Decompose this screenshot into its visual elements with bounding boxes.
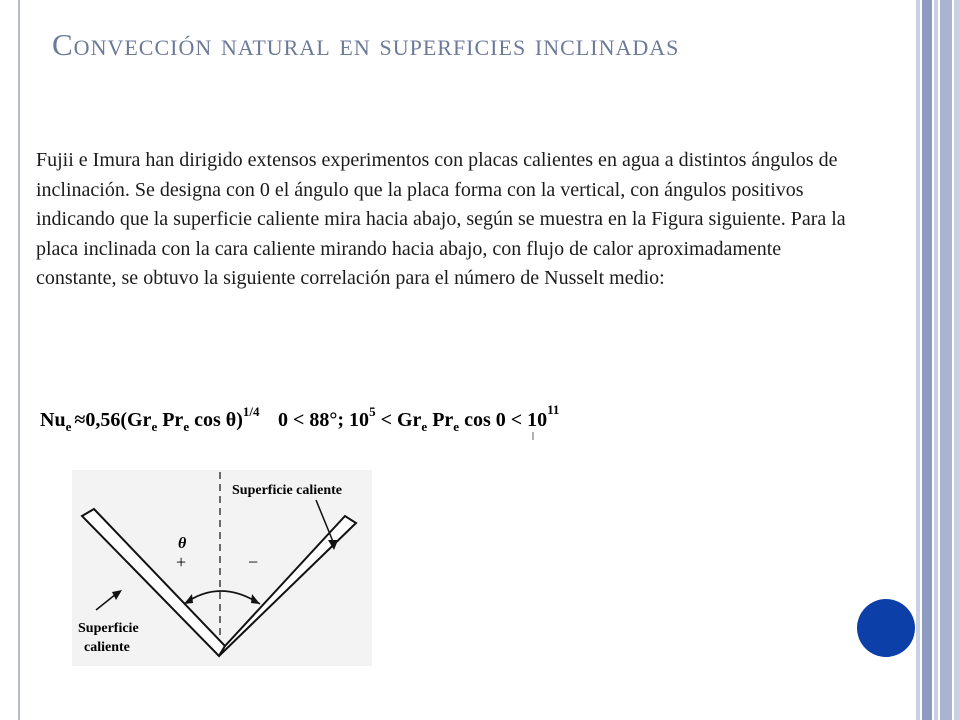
svg-text:0 < 88°; 105 < Gre Pre cos 0 < <box>278 402 559 434</box>
formula-approx: ≈ <box>74 409 86 431</box>
slide-title: Convección natural en superficies inclinadas <box>52 27 680 62</box>
formula-nu: Nu <box>40 409 66 431</box>
label-superficie-bottom-line2: caliente <box>84 640 130 655</box>
formula-condition-1: 0 < 88°; 10 <box>278 409 370 431</box>
formula-sub: e <box>183 419 190 434</box>
right-decorative-bar <box>916 0 960 720</box>
formula-coef: 0,56(Gr <box>85 409 152 431</box>
nusselt-correlation-formula <box>40 392 560 444</box>
formula-exp: 5 <box>369 404 376 419</box>
label-superficie-caliente-top: Superficie caliente <box>232 483 343 498</box>
formula-exp: 1/4 <box>242 404 260 419</box>
formula-sub: e <box>421 419 428 434</box>
svg-text:Nue≈0,56(Gre Pre cos θ)1/4 <box>40 404 260 434</box>
formula-exp: 11 <box>547 402 560 417</box>
minus-sign: − <box>248 552 259 572</box>
formula-sub: e <box>65 419 72 434</box>
theta-symbol: θ <box>178 535 187 552</box>
formula-sub: e <box>151 419 158 434</box>
formula-condition-2: < Gr <box>375 409 422 431</box>
formula-sub: e <box>453 419 460 434</box>
formula-cos: cos θ) <box>189 409 243 431</box>
formula-condition-3: cos 0 < 10 <box>459 409 548 431</box>
formula-pr: Pr <box>427 409 454 431</box>
body-paragraph: Fujii e Imura han dirigido extensos experimentos con placas calientes en agua a distintos ángulos de inclinación. Se designa con 0 el ángulo que la placa forma con la vertical, con ángulos positivos indicando que la superficie caliente mira hacia abajo, según se muestra en la Figura siguiente. Para la placa inclinada con la cara caliente mirando hacia abajo, con flujo de calor aproximadamente constante, se obtuvo la siguiente correlación para el número de Nusselt medio: <box>36 149 846 289</box>
inclined-plates-figure <box>72 470 372 666</box>
left-border-line <box>18 0 20 720</box>
formula-pr: Pr <box>157 409 184 431</box>
label-superficie-bottom-line1: Superficie <box>78 621 139 636</box>
accent-circle <box>857 599 915 657</box>
plus-sign: + <box>176 552 187 572</box>
